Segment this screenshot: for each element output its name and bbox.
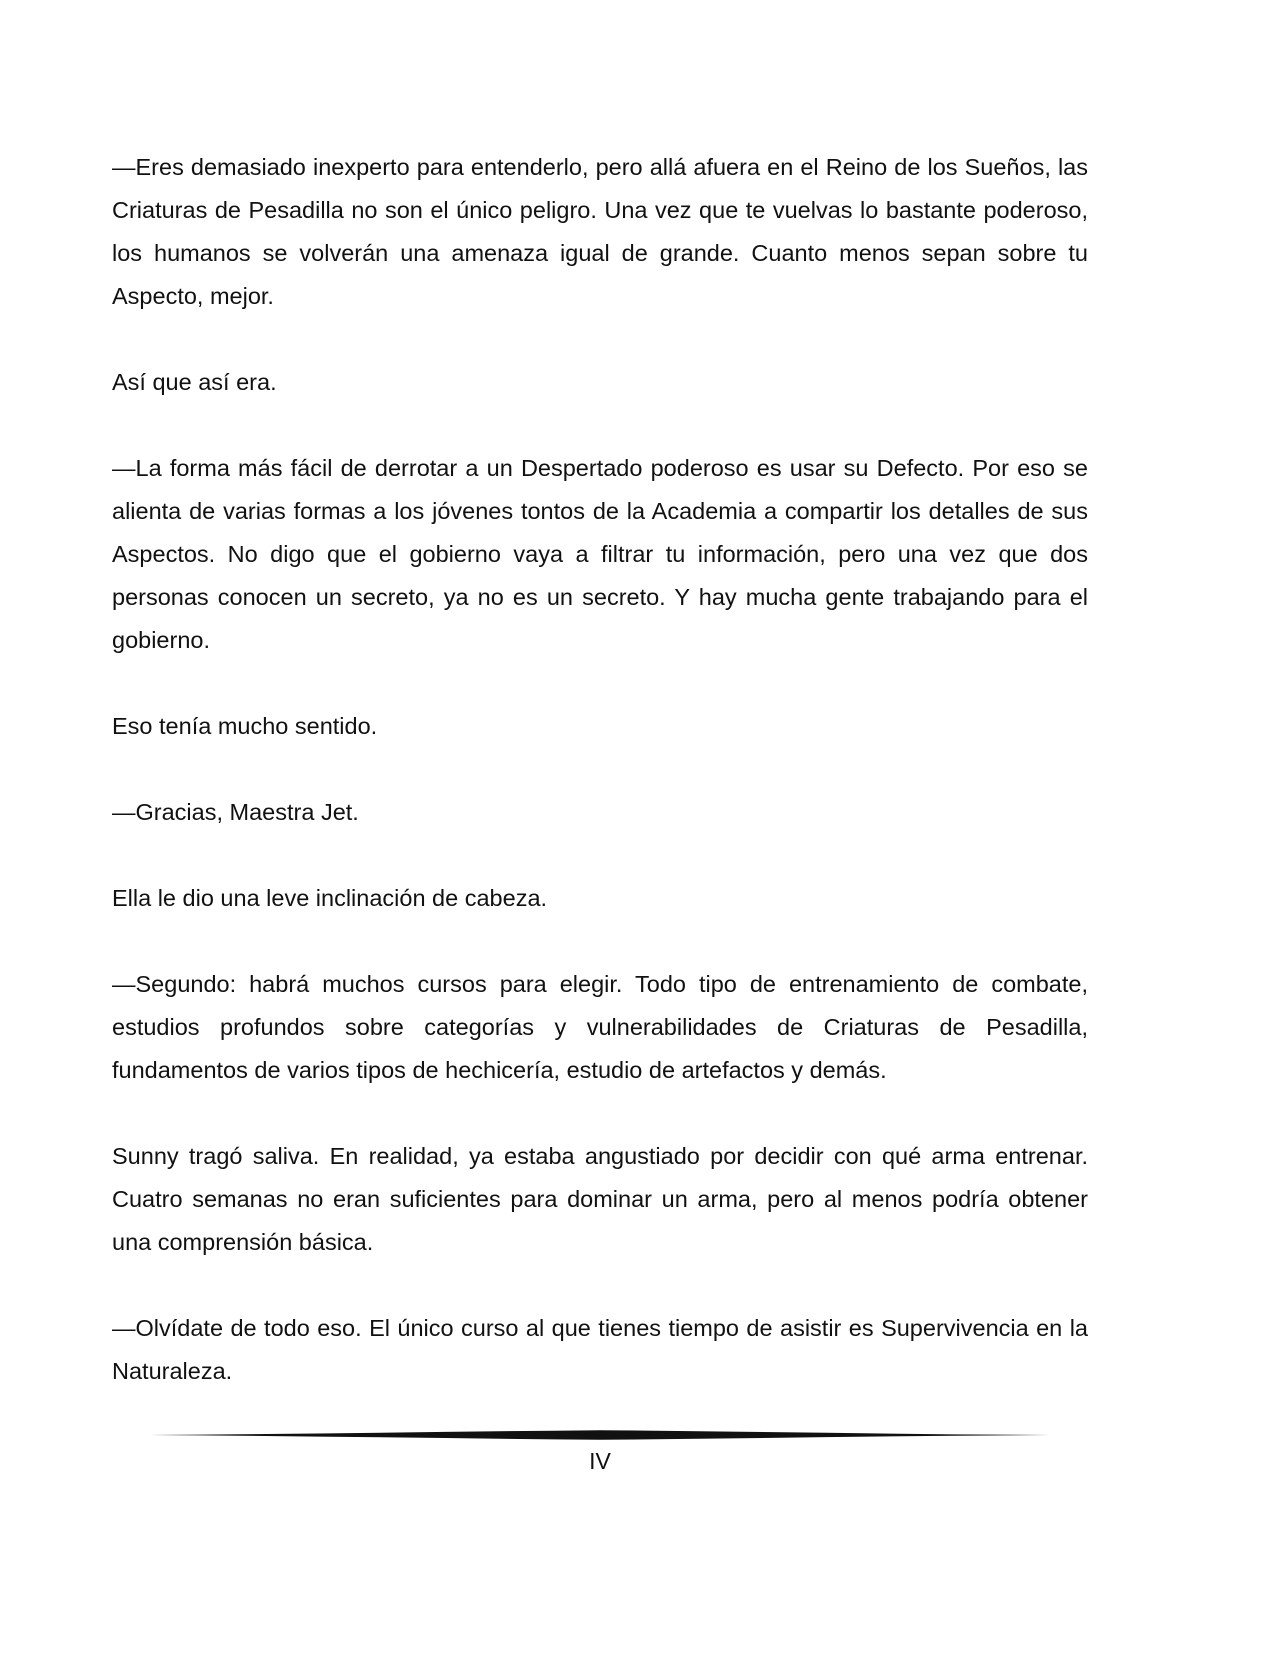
paragraph-3: —La forma más fácil de derrotar a un Despertado poderoso es usar su Defecto. Por eso se alienta de varias formas a los jóvenes tontos de la Academia a compartir los detalles de sus Aspectos. No digo que el gobierno vaya a filtrar tu información, pero una vez que dos personas conocen un secreto, ya no es un secreto. Y hay mucha gente trabajando para el gobierno. <box>112 455 1088 653</box>
paragraph-9: —Olvídate de todo eso. El único curso al que tienes tiempo de asistir es Supervivencia en la Naturaleza. <box>112 1315 1088 1384</box>
paragraph-4: Eso tenía mucho sentido. <box>112 713 378 739</box>
paragraph-7: —Segundo: habrá muchos cursos para elegir. Todo tipo de entrenamiento de combate, estudios profundos sobre categorías y vulnerabilidades de Criaturas de Pesadilla, fundamentos de varios tipos de hechicería, estudio de artefactos y demás. <box>112 971 1088 1083</box>
footer-divider <box>150 1429 1050 1441</box>
page-number: IV <box>589 1448 611 1474</box>
paragraph-1: —Eres demasiado inexperto para entenderlo, pero allá afuera en el Reino de los Sueños, las Criaturas de Pesadilla no son el único peligro. Una vez que te vuelvas lo bastante poderoso, los humanos se volverán una amenaza igual de grande. Cuanto menos sepan sobre tu Aspecto, mejor. <box>112 154 1088 309</box>
paragraph-8: Sunny tragó saliva. En realidad, ya estaba angustiado por decidir con qué arma entrenar. Cuatro semanas no eran suficientes para dominar un arma, pero al menos podría obtener una comprensión básica. <box>112 1143 1088 1255</box>
paragraph-5: —Gracias, Maestra Jet. <box>112 799 359 825</box>
paragraph-6: Ella le dio una leve inclinación de cabeza. <box>112 885 548 911</box>
paragraph-2: Así que así era. <box>112 369 277 395</box>
body-text <box>112 146 1088 1436</box>
